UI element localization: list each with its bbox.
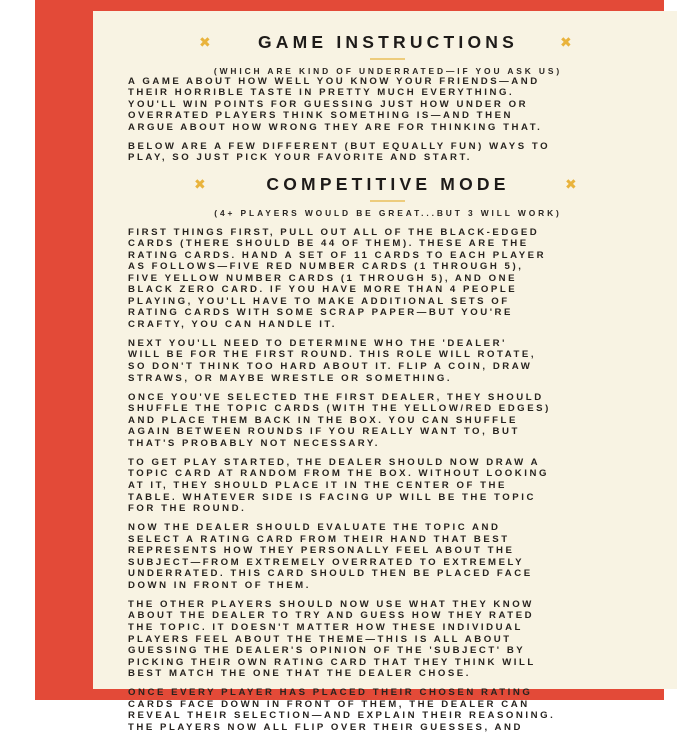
paragraph-line: THE PLAYERS NOW ALL FLIP OVER THEIR GUESSES, AND [128,721,523,733]
paragraph-line: FIRST THINGS FIRST, PULL OUT ALL OF THE BLACK-EDGED [128,226,540,238]
paragraph-line: BLACK ZERO CARD. IF YOU HAVE MORE THAN 4 PEOPLE [128,284,518,296]
paragraph-line: SUBJECT—FROM EXTREMELY OVERRATED TO EXTREMELY [128,556,525,568]
x-mark-icon: ✖ [565,176,577,192]
paragraph-line: CARDS FACE DOWN IN FRONT OF THEM, THE DEALER CAN [128,698,530,710]
paragraph-line: ABOUT THE DEALER TO TRY AND GUESS HOW THEY RATED [128,610,535,622]
paragraph-line: REPRESENTS HOW THEY PERSONALLY FEEL ABOUT THE [128,545,515,557]
x-mark-icon: ✖ [560,34,572,50]
paragraph-line: BEST MATCH THE ONE THAT THE DEALER CHOSE. [128,668,471,680]
competitive-paragraph [128,687,555,733]
paragraph-line: OVERRATED PLAYERS THINK SOMETHING IS—AND THEN [128,110,513,122]
paragraph-line: SO DON'T THINK TOO HARD ABOUT IT. FLIP A COIN, DRAW [128,361,533,373]
paragraph-line: THE TOPIC. IT DOESN'T MATTER HOW THESE INDIVIDUAL [128,622,523,634]
paragraph-line: UNDERRATED. THIS CARD SHOULD THEN BE PLACED FACE [128,568,533,580]
paragraph-line: AGAIN BETWEEN ROUNDS IF YOU REALLY WANT TO, BUT [128,426,520,438]
competitive-paragraph [128,522,533,591]
paragraph-line: ARGUE ABOUT HOW WRONG THEY ARE FOR THINKING THAT. [128,121,543,133]
competitive-paragraph [128,227,546,331]
section-heading-row [128,32,648,52]
paragraph-line: SHUFFLE THE TOPIC CARDS (WITH THE YELLOW/RED EDGES) [128,403,551,415]
paragraph-line: RATING CARDS. HAND A SET OF 11 CARDS TO EACH PLAYER [128,249,547,261]
paragraph-line: PICKING THEIR OWN RATING CARD THAT THEY THINK WILL [128,656,536,668]
paragraph-line: TABLE. WHATEVER SIDE IS FACING UP WILL BE THE TOPIC [128,491,536,503]
paragraph-line: PLAY, SO JUST PICK YOUR FAVORITE AND START. [128,152,473,164]
paragraph-line: ONCE YOU'VE SELECTED THE FIRST DEALER, THEY SHOULD [128,391,544,403]
intro-paragraph [128,141,550,164]
paragraph-line: BELOW ARE A FEW DIFFERENT (BUT EQUALLY FUN) WAYS TO [128,140,551,152]
paragraph-line: A GAME ABOUT HOW WELL YOU KNOW YOUR FRIENDS—AND [128,75,540,87]
section-subtitle: (WHICH ARE KIND OF UNDERRATED—IF YOU ASK US) [213,66,563,76]
paragraph-line: ONCE EVERY PLAYER HAS PLACED THEIR CHOSEN RATING [128,687,533,699]
paragraph-line: NEXT YOU'LL NEED TO DETERMINE WHO THE 'DEALER' [128,337,507,349]
paragraph-line: CRAFTY, YOU CAN HANDLE IT. [128,318,337,330]
paragraph-line: FIVE YELLOW NUMBER CARDS (1 THROUGH 5), AND ONE [128,272,518,284]
paragraph-line: THE OTHER PLAYERS SHOULD NOW USE WHAT THEY KNOW [128,598,534,610]
paragraph-line: TO GET PLAY STARTED, THE DEALER SHOULD NOW DRAW A [128,456,541,468]
paragraph-line: PLAYING, YOU'LL HAVE TO MAKE ADDITIONAL SETS OF [128,295,510,307]
section-heading: GAME INSTRUCTIONS [257,32,518,52]
section-heading-row [128,174,648,194]
competitive-paragraph [128,392,551,450]
paragraph-line: STRAWS, OR MAYBE WRESTLE OR SOMETHING. [128,372,453,384]
red-border-frame [35,0,664,733]
paragraph-line: GUESSING THE DEALER'S OPINION OF THE 'SUBJECT' BY [128,645,526,657]
paragraph-line: WILL BE FOR THE FIRST ROUND. THIS ROLE WILL ROTATE, [128,349,537,361]
intro-paragraph [128,76,542,134]
paragraph-line: AS FOLLOWS—FIVE RED NUMBER CARDS (1 THROUGH 5), [128,261,524,273]
paragraph-line: THAT'S PROBABLY NOT NECESSARY. [128,437,381,449]
paragraph-line: YOU'LL WIN POINTS FOR GUESSING JUST HOW UNDER OR [128,98,529,110]
instruction-card [93,11,677,733]
paragraph-line: THEIR HORRIBLE TASTE IN PRETTY MUCH EVERYTHING. [128,87,515,99]
paragraph-line: NOW THE DEALER SHOULD EVALUATE THE TOPIC AND [128,522,501,534]
heading-underline-divider [370,200,405,202]
paragraph-line: AND PLACE THEM BACK IN THE BOX. YOU CAN SHUFFLE [128,414,518,426]
competitive-paragraph [128,599,536,680]
section-heading: COMPETITIVE MODE [266,174,510,194]
paragraph-line: PLAYERS FEEL ABOUT THE THEME—THIS IS ALL ABOUT [128,633,512,645]
paragraph-line: RATING CARDS WITH SOME SCRAP PAPER—BUT YOU'RE [128,307,513,319]
paragraph-line: TOPIC CARD AT RANDOM FROM THE BOX. WITHOUT LOOKING [128,468,549,480]
competitive-paragraph [128,457,549,515]
competitive-paragraph [128,338,536,384]
x-mark-icon: ✖ [199,34,211,50]
paragraph-line: CARDS (THERE SHOULD BE 44 OF THEM). THESE ARE THE [128,238,529,250]
paragraph-line: DOWN IN FRONT OF THEM. [128,579,311,591]
heading-underline-divider [370,58,405,60]
paragraph-line: FOR THE ROUND. [128,503,247,515]
paragraph-line: REVEAL THEIR SELECTION—AND EXPLAIN THEIR REASONING. [128,710,556,722]
x-mark-icon: ✖ [194,176,206,192]
paragraph-line: AT IT, THEY SHOULD PLACE IT IN THE CENTER OF THE [128,479,507,491]
paragraph-line: SELECT A RATING CARD FROM THEIR HAND THAT BEST [128,533,510,545]
section-subtitle: (4+ PLAYERS WOULD BE GREAT...BUT 3 WILL WORK) [214,208,562,218]
